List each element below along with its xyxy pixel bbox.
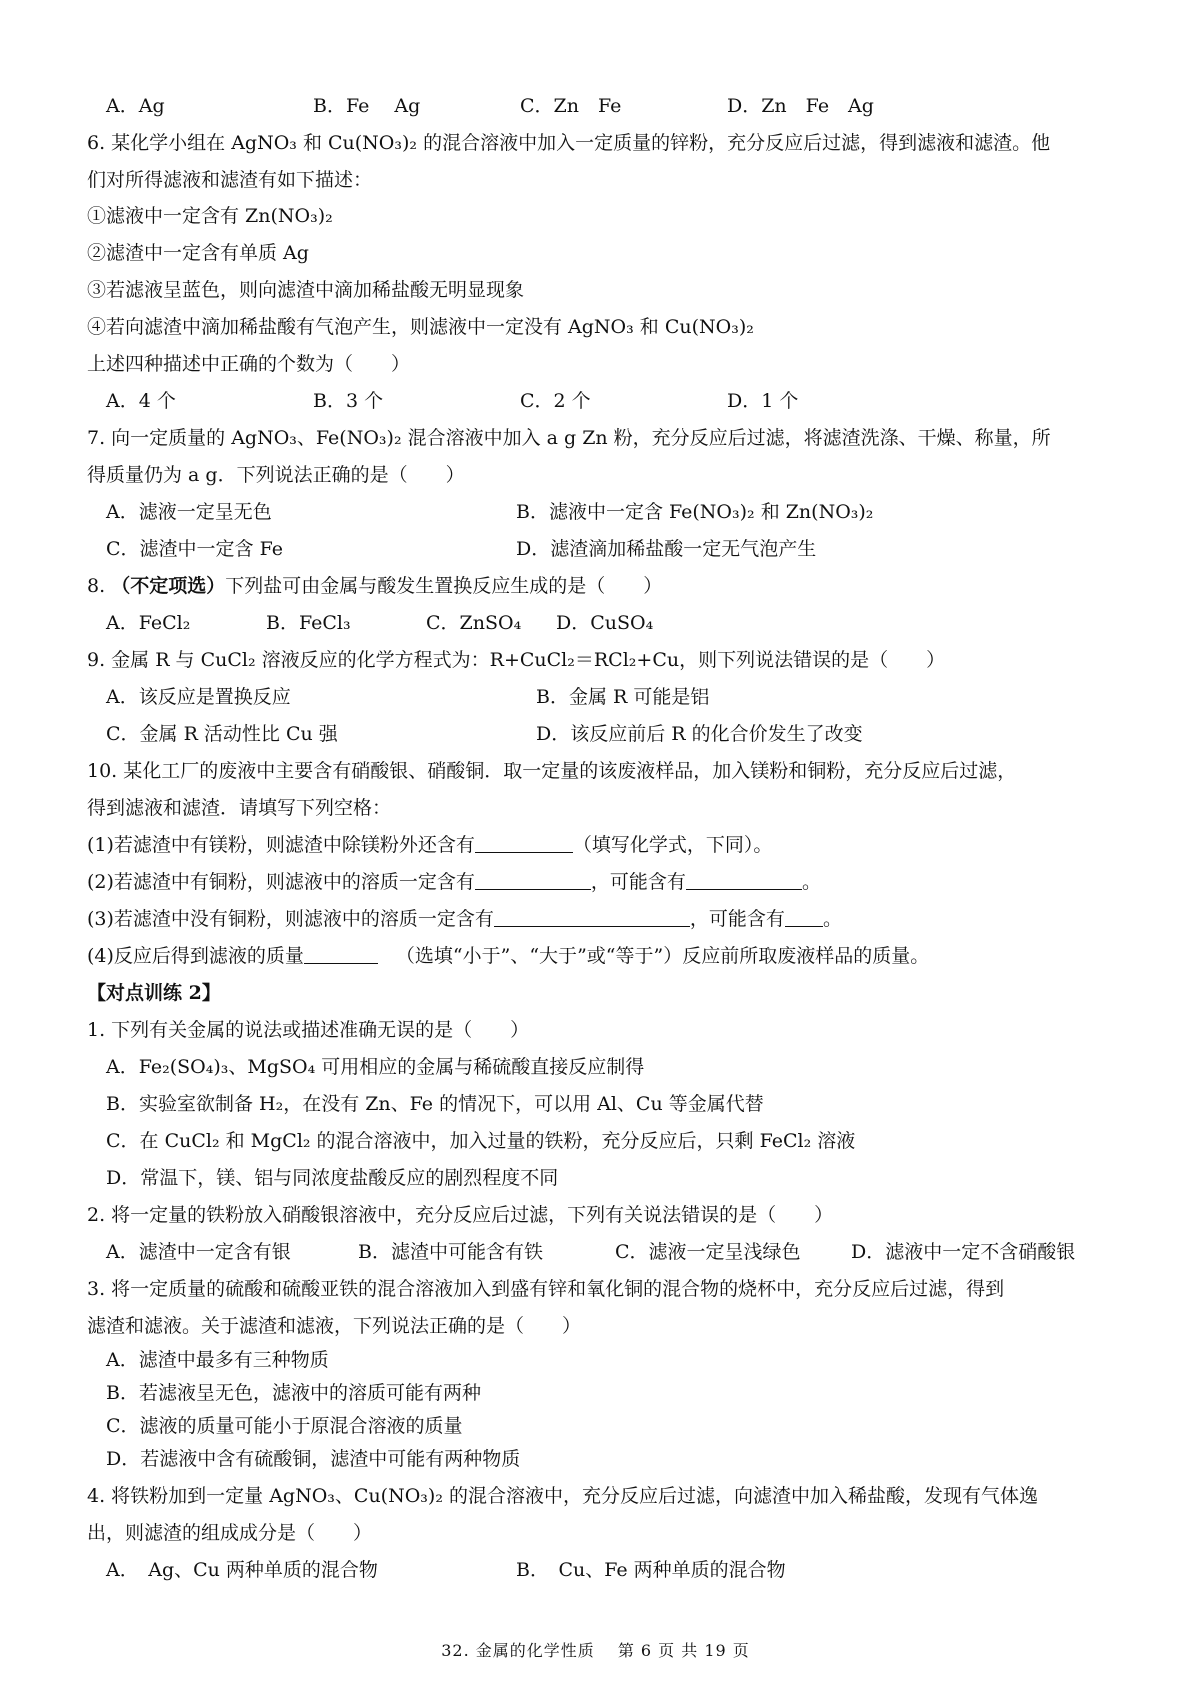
q7-option-d: D．滤渣滴加稀盐酸一定无气泡产生 bbox=[516, 538, 817, 560]
q6-statement-2: ②滤渣中一定含有单质 Ag bbox=[87, 242, 309, 264]
s2q4-stem-line1: 4. 将铁粉加到一定量 AgNO₃、Cu(NO₃)₂ 的混合溶液中，充分反应后过滤，向滤渣中加入稀盐酸，发现有气体逸 bbox=[87, 1485, 1038, 1507]
q10-part3-end: 。 bbox=[822, 908, 842, 930]
q9-options-row1 bbox=[106, 685, 1125, 711]
q6-stem-line1: 6. 某化学小组在 AgNO₃ 和 Cu(NO₃)₂ 的混合溶液中加入一定质量的锌粉，充分反应后过滤，得到滤液和滤渣。他 bbox=[87, 132, 1051, 154]
q8-option-c: C．ZnSO₄ bbox=[426, 612, 522, 634]
s2q2-option-d: D．滤液中一定不含硝酸银 bbox=[851, 1241, 1076, 1263]
s2q3-option-a: A．滤渣中最多有三种物质 bbox=[106, 1349, 329, 1371]
q5-option-d: D．Zn Fe Ag bbox=[727, 95, 874, 117]
q10-part4 bbox=[87, 944, 1125, 970]
s2q3-stem-line1: 3. 将一定质量的硫酸和硫酸亚铁的混合溶液加入到盛有锌和氧化铜的混合物的烧杯中，充分反应后过滤，得到 bbox=[87, 1278, 1005, 1300]
s2q1-stem: 1. 下列有关金属的说法或描述准确无误的是（ ） bbox=[87, 1019, 530, 1041]
s2q2-option-b: B．滤渣中可能含有铁 bbox=[358, 1241, 543, 1263]
q6-options bbox=[106, 389, 1125, 415]
q6-question: 上述四种描述中正确的个数为（ ） bbox=[87, 353, 411, 375]
q6-option-d: D．1 个 bbox=[727, 390, 799, 412]
q9-option-b: B．金属 R 可能是铝 bbox=[536, 686, 710, 708]
s2q4-options bbox=[106, 1558, 1125, 1584]
q10-part4-blank[interactable] bbox=[304, 945, 378, 964]
q7-option-c: C．滤渣中一定含 Fe bbox=[106, 538, 283, 560]
s2q2-option-a: A．滤渣中一定含有银 bbox=[106, 1241, 291, 1263]
s2q2-options bbox=[106, 1240, 1125, 1266]
q10-part4-suffix: （选填“小于”、“大于”或“等于”）反应前所取废液样品的质量。 bbox=[395, 945, 930, 967]
q8-options bbox=[106, 611, 1125, 637]
q10-part2-end: 。 bbox=[801, 871, 821, 893]
q10-part2-text: (2)若滤渣中有铜粉，则滤液中的溶质一定含有 bbox=[87, 871, 475, 893]
q10-part3 bbox=[87, 907, 1125, 933]
q10-part2-blank1[interactable] bbox=[475, 871, 591, 890]
q8-stem bbox=[87, 574, 1125, 600]
q9-option-d: D．该反应前后 R 的化合价发生了改变 bbox=[536, 723, 863, 745]
q9-options-row2 bbox=[106, 722, 1125, 748]
s2q1-option-d: D．常温下，镁、铝与同浓度盐酸反应的剧烈程度不同 bbox=[106, 1167, 559, 1189]
q10-stem-line2: 得到滤液和滤渣．请填写下列空格： bbox=[87, 797, 392, 819]
q10-part2-blank2[interactable] bbox=[686, 871, 802, 890]
q7-option-a: A．滤液一定呈无色 bbox=[106, 501, 272, 523]
s2q4-option-a: A． Ag、Cu 两种单质的混合物 bbox=[106, 1559, 378, 1581]
s2q4-stem-line2: 出，则滤渣的组成成分是（ ） bbox=[87, 1522, 373, 1544]
q10-part4-text: (4)反应后得到滤液的质量 bbox=[87, 945, 304, 967]
s2q4-option-b: B． Cu、Fe 两种单质的混合物 bbox=[516, 1559, 786, 1581]
q10-part1-blank[interactable] bbox=[475, 834, 573, 853]
q9-option-a: A．该反应是置换反应 bbox=[106, 686, 291, 708]
s2q1-option-c: C．在 CuCl₂ 和 MgCl₂ 的混合溶液中，加入过量的铁粉，充分反应后，只剩 FeCl₂ 溶液 bbox=[106, 1130, 856, 1152]
q10-part1-text: (1)若滤渣中有镁粉，则滤渣中除镁粉外还含有 bbox=[87, 834, 475, 856]
q6-statement-1: ①滤液中一定含有 Zn(NO₃)₂ bbox=[87, 205, 333, 227]
s2q3-option-d: D．若滤液中含有硫酸铜，滤渣中可能有两种物质 bbox=[106, 1448, 521, 1470]
s2q1-option-b: B．实验室欲制备 H₂，在没有 Zn、Fe 的情况下，可以用 Al、Cu 等金属代替 bbox=[106, 1093, 764, 1115]
q5-option-c: C．Zn Fe bbox=[520, 95, 622, 117]
s2q3-stem-line2: 滤渣和滤液。关于滤渣和滤液，下列说法正确的是（ ） bbox=[87, 1315, 582, 1337]
page-footer: 32. 金属的化学性质 第 6 页 共 19 页 bbox=[441, 1641, 750, 1660]
q7-stem-line2: 得质量仍为 a g．下列说法正确的是（ ） bbox=[87, 464, 465, 486]
q10-stem-line1: 10. 某化工厂的废液中主要含有硝酸银、硝酸铜．取一定量的该废液样品，加入镁粉和铜粉，充分反应后过滤， bbox=[87, 760, 1017, 782]
q10-part1 bbox=[87, 833, 1125, 859]
q10-part2-mid: ，可能含有 bbox=[590, 871, 686, 893]
q5-option-a: A．Ag bbox=[106, 95, 165, 117]
q10-part2 bbox=[87, 870, 1125, 896]
s2q3-option-b: B．若滤液呈无色，滤液中的溶质可能有两种 bbox=[106, 1382, 481, 1404]
q6-statement-4: ④若向滤渣中滴加稀盐酸有气泡产生，则滤液中一定没有 AgNO₃ 和 Cu(NO₃)₂ bbox=[87, 316, 754, 338]
q7-options-row1 bbox=[106, 500, 1125, 526]
s2q2-option-c: C．滤液一定呈浅绿色 bbox=[615, 1241, 801, 1263]
q8-option-d: D．CuSO₄ bbox=[556, 612, 654, 634]
q8-option-a: A．FeCl₂ bbox=[106, 612, 191, 634]
q10-part3-blank2[interactable] bbox=[785, 908, 823, 927]
q5-options bbox=[106, 94, 1125, 120]
q8-stem-text: 下列盐可由金属与酸发生置换反应生成的是（ ） bbox=[225, 575, 663, 597]
q8-option-b: B．FeCl₃ bbox=[266, 612, 351, 634]
q9-stem: 9. 金属 R 与 CuCl₂ 溶液反应的化学方程式为：R+CuCl₂＝RCl₂+Cu，则下列说法错误的是（ ） bbox=[87, 649, 946, 671]
q10-part3-blank1[interactable] bbox=[494, 908, 690, 927]
q8-number: 8. bbox=[87, 575, 106, 597]
q6-option-a: A．4 个 bbox=[106, 390, 176, 412]
s2q3-option-c: C．滤液的质量可能小于原混合溶液的质量 bbox=[106, 1415, 463, 1437]
q7-options-row2 bbox=[106, 537, 1125, 563]
q6-statement-3: ③若滤液呈蓝色，则向滤渣中滴加稀盐酸无明显现象 bbox=[87, 279, 525, 301]
q10-part3-mid: ，可能含有 bbox=[689, 908, 785, 930]
s2q2-stem: 2. 将一定量的铁粉放入硝酸银溶液中，充分反应后过滤，下列有关说法错误的是（ ） bbox=[87, 1204, 834, 1226]
q6-stem-line2: 们对所得滤液和滤渣有如下描述： bbox=[87, 169, 373, 191]
q7-stem-line1: 7. 向一定质量的 AgNO₃、Fe(NO₃)₂ 混合溶液中加入 a g Zn 粉，充分反应后过滤，将滤渣洗涤、干燥、称量，所 bbox=[87, 427, 1051, 449]
s2q1-option-a: A．Fe₂(SO₄)₃、MgSO₄ 可用相应的金属与稀硫酸直接反应制得 bbox=[106, 1056, 645, 1078]
q10-part1-suffix: （填写化学式，下同）。 bbox=[572, 834, 773, 856]
q6-option-c: C．2 个 bbox=[520, 390, 591, 412]
q9-option-c: C．金属 R 活动性比 Cu 强 bbox=[106, 723, 338, 745]
section2-title: 【对点训练 2】 bbox=[87, 982, 221, 1004]
q7-option-b: B．滤液中一定含 Fe(NO₃)₂ 和 Zn(NO₃)₂ bbox=[516, 501, 874, 523]
q10-part3-text: (3)若滤渣中没有铜粉，则滤液中的溶质一定含有 bbox=[87, 908, 494, 930]
q8-tag: （不定项选） bbox=[111, 575, 226, 597]
q6-option-b: B．3 个 bbox=[313, 390, 384, 412]
q5-option-b: B．Fe Ag bbox=[313, 95, 421, 117]
